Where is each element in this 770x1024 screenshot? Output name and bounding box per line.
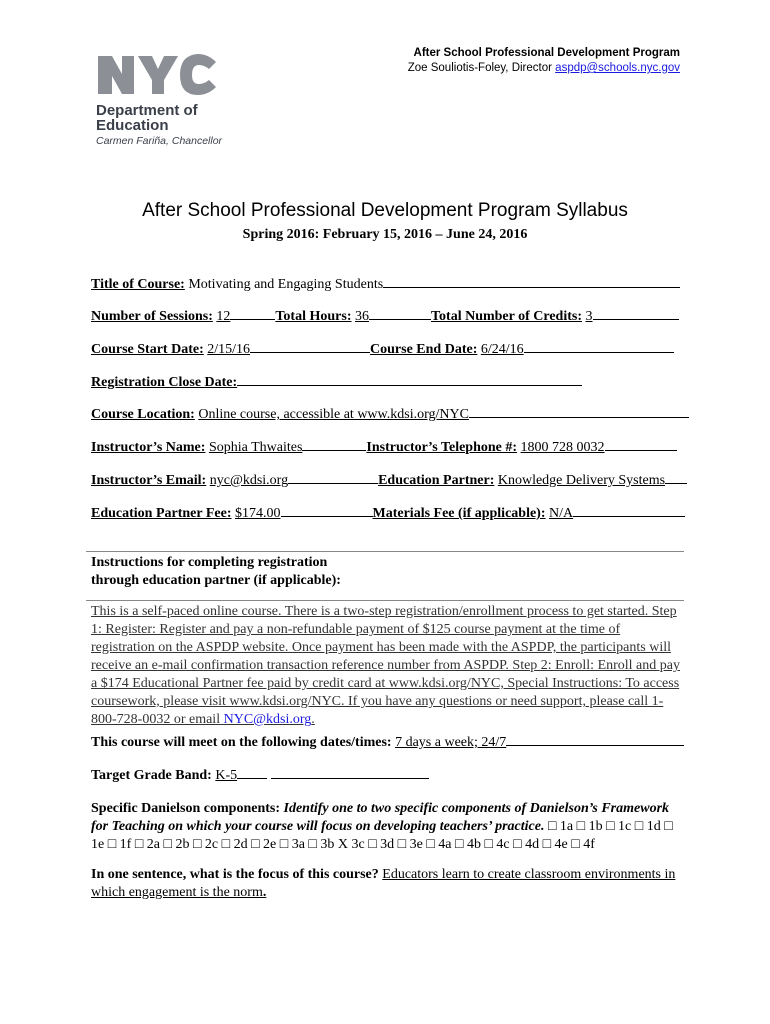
blank-line bbox=[271, 767, 429, 779]
schedule-label: This course will meet on the following dates/times: bbox=[91, 735, 392, 750]
instructions-heading-line-1: Instructions for completing registration bbox=[91, 555, 328, 570]
danielson-section bbox=[91, 800, 687, 854]
instructor-row bbox=[91, 439, 677, 456]
document-title: After School Professional Development Program Syllabus bbox=[142, 200, 628, 221]
director-name: Zoe Souliotis-Foley, Director bbox=[407, 62, 552, 74]
focus-end: . bbox=[262, 885, 267, 900]
fees-row bbox=[91, 505, 685, 522]
blank-line bbox=[573, 505, 685, 517]
dept-line-1: Department of bbox=[96, 102, 198, 119]
instructor-name-value: Sophia Thwaites bbox=[208, 440, 303, 455]
course-title-row bbox=[91, 276, 680, 293]
location-value: Online course, accessible at www.kdsi.org/NYC bbox=[198, 407, 469, 422]
end-date-label: Course End Date: bbox=[370, 342, 478, 357]
director-email-link[interactable]: aspdp@schools.nyc.gov bbox=[555, 62, 680, 74]
credits-value: 3 bbox=[585, 309, 593, 324]
instructions-body bbox=[91, 603, 681, 729]
grade-value: K-5 bbox=[215, 768, 238, 783]
grade-row bbox=[91, 767, 429, 784]
location-row bbox=[91, 406, 689, 423]
start-date-label: Course Start Date: bbox=[91, 342, 204, 357]
blank-line bbox=[230, 308, 275, 320]
partner-fee-value: $174.00 bbox=[235, 506, 281, 521]
course-title-label: Title of Course: bbox=[91, 277, 185, 292]
blank-line bbox=[237, 767, 267, 779]
partner-label: Education Partner: bbox=[378, 473, 495, 488]
instructions-text: This is a self-paced online course. There is a two-step registration/enrollment process to get started. Step 1: Register: Register and pay a non-refundable payment of $125 course payment at the time of registration on the ASPDP website. Once payment has been made with the ASPDP, the participants will receive an e-mail confirmation transaction reference number from ASPDP. Step 2: Enroll: Enroll and pay a $174 Educational Partner fee paid by credit card at www.kdsi.org/NYC, Special Instructions: To access coursework, please visit www.kdsi.org/NYC. If you have any questions or need support, please call 1-800-728-0032 or email bbox=[91, 604, 680, 727]
grade-label: Target Grade Band: bbox=[91, 768, 212, 783]
sessions-value: 12 bbox=[216, 309, 231, 324]
focus-section bbox=[91, 866, 687, 902]
instructor-email-label: Instructor’s Email: bbox=[91, 473, 207, 488]
dept-line-2: Education bbox=[96, 117, 169, 134]
email-partner-row bbox=[91, 472, 687, 489]
chancellor-name: Carmen Fariña, Chancellor bbox=[96, 135, 223, 147]
schedule-value: 7 days a week; 24/7 bbox=[395, 735, 507, 750]
sessions-label: Number of Sessions: bbox=[91, 309, 213, 324]
department-name bbox=[96, 103, 226, 133]
nyc-letters-logo bbox=[96, 52, 218, 96]
registration-close-row bbox=[91, 374, 582, 391]
start-date-value: 2/15/16 bbox=[207, 342, 251, 357]
danielson-prompt: Identify one to two specific components of Danielson’s Framework for Teaching on which your course will focus on developing teachers’ practice. bbox=[91, 801, 670, 834]
phone-value: 1800 728 0032 bbox=[520, 440, 605, 455]
blank-line bbox=[281, 505, 373, 517]
blank-line bbox=[302, 439, 366, 451]
instructions-heading bbox=[91, 554, 341, 590]
schedule-row bbox=[91, 734, 684, 751]
materials-fee-label: Materials Fee (if applicable): bbox=[372, 506, 546, 521]
dates-row bbox=[91, 341, 674, 358]
hours-value: 36 bbox=[354, 309, 369, 324]
hours-label: Total Hours: bbox=[275, 309, 352, 324]
blank-line bbox=[469, 406, 689, 418]
end-date-value: 6/24/16 bbox=[480, 342, 524, 357]
sessions-row bbox=[91, 308, 679, 325]
blank-line bbox=[237, 374, 582, 386]
blank-line bbox=[383, 276, 680, 288]
phone-label: Instructor’s Telephone #: bbox=[366, 440, 518, 455]
credits-label: Total Number of Credits: bbox=[430, 309, 583, 324]
materials-fee-value: N/A bbox=[549, 506, 574, 521]
partner-value: Knowledge Delivery Systems bbox=[497, 473, 666, 488]
term-dates: Spring 2016: February 15, 2016 – June 24, 2016 bbox=[242, 227, 528, 242]
blank-line bbox=[369, 308, 431, 320]
blank-line bbox=[506, 734, 684, 746]
partner-fee-label: Education Partner Fee: bbox=[91, 506, 232, 521]
focus-label: In one sentence, what is the focus of this course? bbox=[91, 867, 379, 882]
blank-line bbox=[524, 341, 674, 353]
blank-line bbox=[605, 439, 677, 451]
danielson-label: Specific Danielson components: bbox=[91, 801, 280, 816]
instructor-name-label: Instructor’s Name: bbox=[91, 440, 206, 455]
blank-line bbox=[250, 341, 370, 353]
director-line bbox=[408, 61, 680, 76]
section-divider bbox=[86, 600, 684, 601]
nyc-doe-logo bbox=[96, 52, 226, 147]
instructions-end: . bbox=[311, 712, 315, 727]
danielson-options: □ 1a □ 1b □ 1c □ 1d □ 1e □ 1f □ 2a □ 2b □ 2c □ 2d □ 2e □ 3a □ 3b X 3c □ 3d □ 3e □ 4a □ 4b □ 4c □ 4d □ 4e □ 4f bbox=[91, 819, 673, 852]
course-title-value: Motivating and Engaging Students bbox=[188, 277, 384, 292]
program-header bbox=[408, 46, 680, 76]
instructions-heading-line-2: through education partner (if applicable): bbox=[91, 573, 341, 588]
blank-line bbox=[288, 472, 378, 484]
blank-line bbox=[593, 308, 679, 320]
program-name: After School Professional Development Program bbox=[413, 47, 680, 59]
location-label: Course Location: bbox=[91, 407, 195, 422]
support-email-link[interactable]: NYC@kdsi.org bbox=[223, 712, 312, 727]
focus-value: Educators learn to create classroom environments in which engagement is the norm bbox=[91, 867, 676, 900]
registration-close-label: Registration Close Date: bbox=[91, 375, 238, 390]
section-divider bbox=[86, 551, 684, 552]
blank-line bbox=[665, 472, 687, 484]
instructor-email-value: nyc@kdsi.org bbox=[209, 473, 289, 488]
